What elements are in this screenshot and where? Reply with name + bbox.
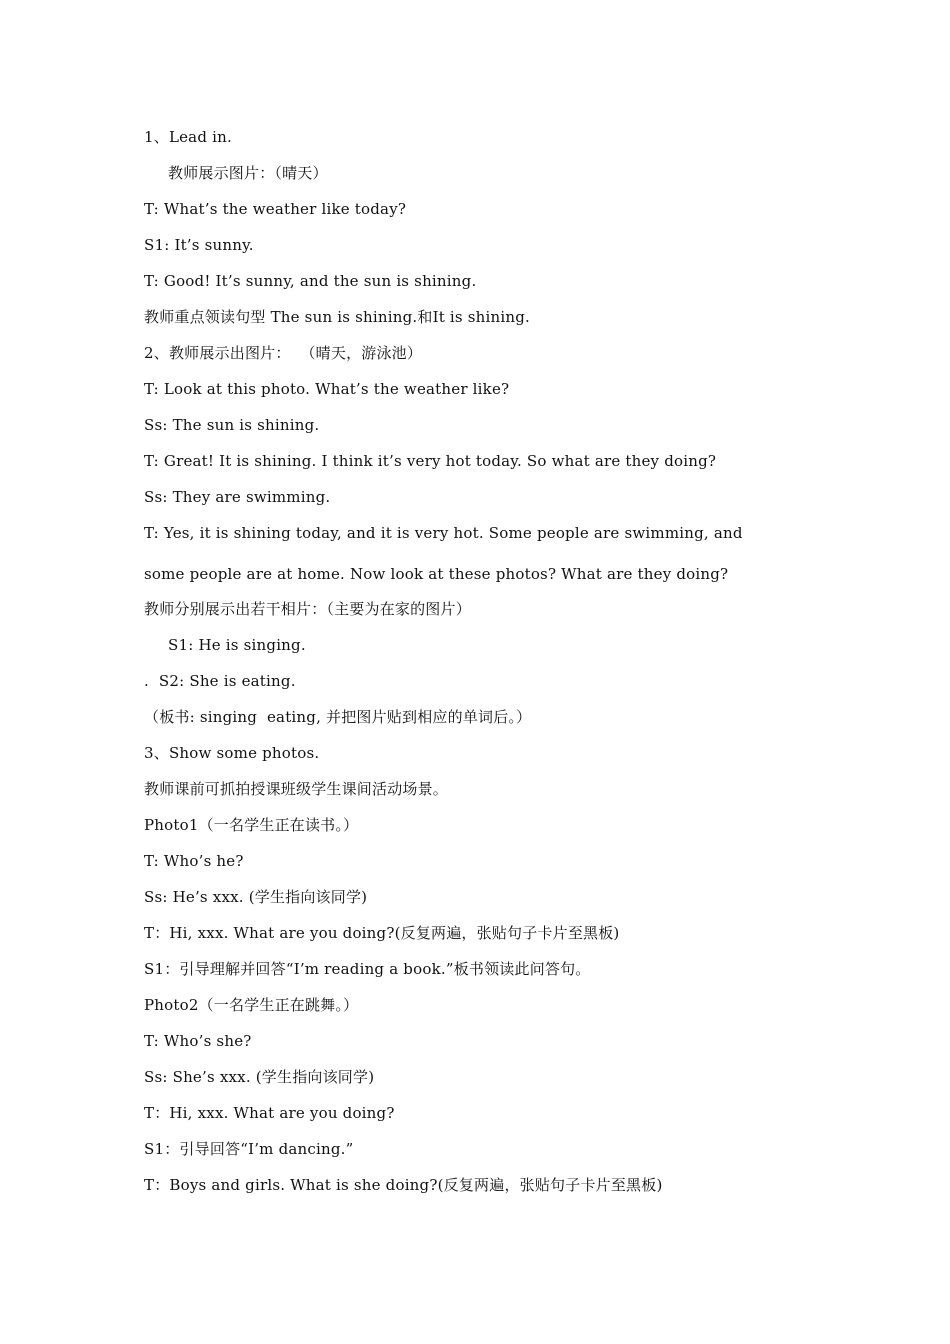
text-line: T: Yes, it is shining today, and it is very hot. Some people are swimming, and bbox=[144, 524, 743, 542]
text-line: T：Hi, xxx. What are you doing?(反复两遍，张贴句子卡片至黑板) bbox=[144, 924, 620, 942]
text-line: T: Who’s he? bbox=[144, 852, 244, 870]
text-line: 2、教师展示出图片： （晴天，游泳池） bbox=[144, 344, 423, 362]
text-line: T：Hi, xxx. What are you doing? bbox=[144, 1104, 395, 1122]
text-line: S1: It’s sunny. bbox=[144, 236, 254, 254]
text-line: 3、Show some photos. bbox=[144, 744, 320, 762]
text-line: S1: He is singing. bbox=[168, 636, 306, 654]
text-line: S1：引导回答“I’m dancing.” bbox=[144, 1140, 354, 1158]
text-line: 1、Lead in. bbox=[144, 128, 232, 146]
text-line: Ss: He’s xxx. (学生指向该同学) bbox=[144, 888, 368, 906]
text-line: 教师重点领读句型 The sun is shining.和It is shining. bbox=[144, 308, 531, 326]
text-line: Ss: The sun is shining. bbox=[144, 416, 320, 434]
text-line: 教师课前可抓拍授课班级学生课间活动场景。 bbox=[144, 780, 449, 798]
text-line: Photo2（一名学生正在跳舞。） bbox=[144, 996, 359, 1014]
text-line: T: Look at this photo. What’s the weather like? bbox=[144, 380, 510, 398]
text-line: Ss: They are swimming. bbox=[144, 488, 331, 506]
text-line: Photo1（一名学生正在读书。） bbox=[144, 816, 359, 834]
text-line: T: Great! It is shining. I think it’s very hot today. So what are they doing? bbox=[144, 452, 717, 470]
text-line: Ss: She’s xxx. (学生指向该同学) bbox=[144, 1068, 375, 1086]
text-line: . S2: She is eating. bbox=[144, 672, 296, 690]
text-line: T：Boys and girls. What is she doing?(反复两遍，张贴句子卡片至黑板) bbox=[144, 1176, 663, 1194]
text-line: 教师展示图片：（晴天） bbox=[168, 164, 328, 182]
text-line: some people are at home. Now look at these photos? What are they doing? bbox=[144, 565, 729, 583]
text-line: （板书: singing eating, 并把图片贴到相应的单词后。） bbox=[144, 708, 532, 726]
text-line: T: What’s the weather like today? bbox=[144, 200, 407, 218]
text-line: T: Who’s she? bbox=[144, 1032, 252, 1050]
text-line: 教师分别展示出若干相片：（主要为在家的图片） bbox=[144, 600, 471, 618]
text-line: T: Good! It’s sunny, and the sun is shining. bbox=[144, 272, 477, 290]
text-line: S1：引导理解并回答“I’m reading a book.”板书领读此问答句。 bbox=[144, 960, 591, 978]
